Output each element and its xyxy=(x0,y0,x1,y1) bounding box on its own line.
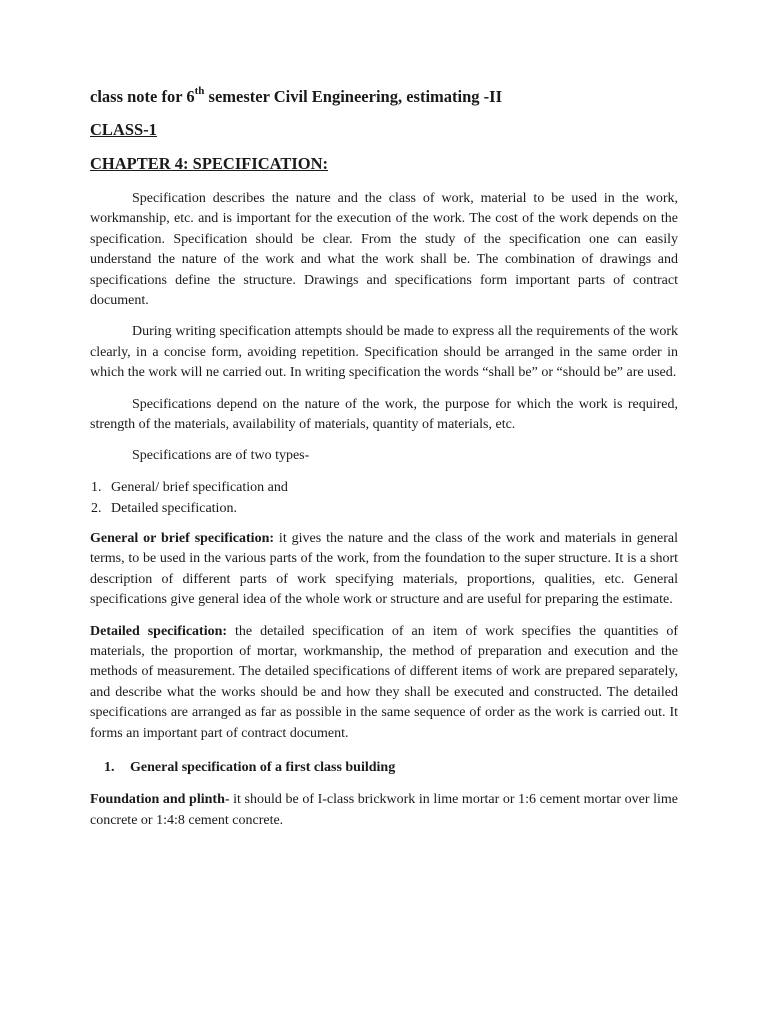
list-item-text: General/ brief specification and xyxy=(111,479,288,495)
paragraph-writing: During writing specification attempts should be made to express all the requirements of the work clearly, in a concise form, avoiding repetition. Specification should be arranged in the same order in which the work will ne carried out. In writing specification the words “shall be” or “should be” are used. xyxy=(90,324,678,381)
document-page xyxy=(90,86,678,842)
term-general: General or brief specification: xyxy=(90,530,275,546)
section-title: General specification of a first class building xyxy=(130,759,396,775)
title-superscript: th xyxy=(194,84,205,97)
paragraph-definition: Specification describes the nature and the class of work, material to be used in the work, workmanship, etc. and is important for the execution of the work. The cost of the work depends on the specification. Specification should be clear. From the study of the specification one can easily understand the nature of the work and what the work shall be. The combination of drawings and specifications define the structure. Drawings and specifications form important parts of contract document. xyxy=(90,191,678,309)
paragraph-general-specification xyxy=(90,529,678,611)
types-list xyxy=(90,477,678,519)
list-item xyxy=(90,477,678,498)
title-suffix: semester Civil Engineering, estimating -II xyxy=(204,87,503,106)
section-number: 1. xyxy=(104,759,115,775)
general-text: it gives the nature and the class of the work and materials in general terms, to be used in the various parts of the work, from the foundation to the super structure. It is a short description of different parts of work specifying materials, proportions, qualities, etc. General specifications give general idea of the whole work or structure and are useful for preparing the estimate. xyxy=(90,530,678,608)
paragraph-dependence: Specifications depend on the nature of the work, the purpose for which the work is required, strength of the materials, availability of materials, quantity of materials, etc. xyxy=(90,396,678,433)
term-detailed: Detailed specification: xyxy=(90,623,228,639)
list-item-number: 1. xyxy=(91,479,102,495)
paragraph-detailed-specification xyxy=(90,622,678,744)
term-foundation: Foundation and plinth- xyxy=(90,792,230,808)
types-intro: Specifications are of two types- xyxy=(132,448,310,464)
document-title xyxy=(90,86,678,108)
section-heading xyxy=(90,758,678,778)
foundation-text: it should be of I-class brickwork in lime mortar or 1:6 cement mortar over lime concrete or 1:4:8 cement concrete. xyxy=(90,792,678,828)
paragraph-foundation xyxy=(90,790,678,831)
list-item xyxy=(90,498,678,519)
list-item-text: Detailed specification. xyxy=(111,500,237,516)
title-prefix: class note for 6 xyxy=(90,87,195,106)
detailed-text: the detailed specification of an item of work specifies the quantities of materials, the proportion of mortar, workmanship, the method of preparation and execution and the methods of measurement. The detailed specifications of different items of work are prepared separately, and describe what the works should be and how they shall be executed and constructed. The detailed specifications are arranged as far as possible in the same sequence of order as the work is carried out. It forms an important part of contract document. xyxy=(90,623,678,741)
chapter-heading: CHAPTER 4: SPECIFICATION: xyxy=(90,154,329,173)
list-item-number: 2. xyxy=(91,500,102,516)
class-heading: CLASS-1 xyxy=(90,120,157,139)
